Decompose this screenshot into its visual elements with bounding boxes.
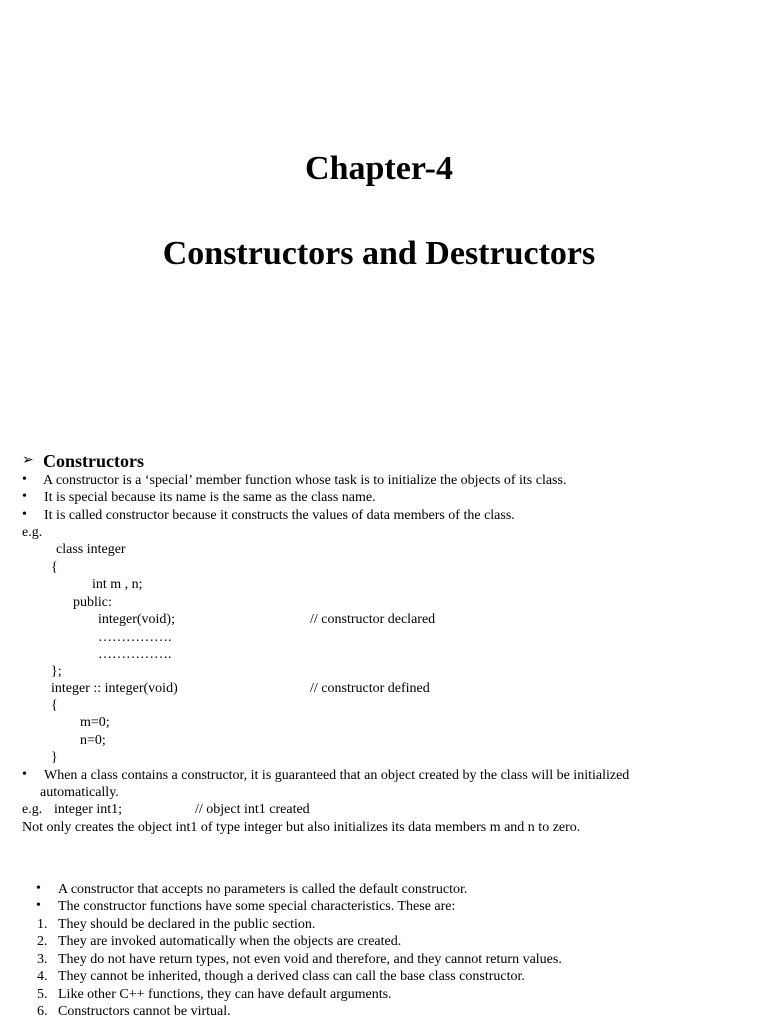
code-ctor-def: integer :: integer(void): [51, 681, 178, 696]
example-label: e.g.: [22, 525, 43, 540]
bullet-icon: •: [22, 489, 27, 504]
intro-bullet-text: A constructor is a ‘special’ member function whose task is to initialize the objects of its class.: [43, 473, 567, 488]
list-number: 5.: [37, 987, 48, 1002]
bullet-icon: •: [22, 472, 27, 487]
characteristic-item: They are invoked automatically when the objects are created.: [58, 934, 402, 949]
list-number: 2.: [37, 934, 48, 949]
bullet-icon: •: [22, 507, 27, 522]
code-statement: n=0;: [80, 733, 106, 748]
example-code: integer int1;: [54, 802, 123, 817]
list-number: 4.: [37, 969, 48, 984]
bullet-icon: •: [36, 881, 41, 896]
code-ctor-decl-comment: // constructor declared: [310, 612, 436, 627]
code-ellipsis: …………….: [98, 630, 172, 645]
bullet-icon: •: [22, 767, 27, 782]
default-bullet-text: The constructor functions have some special characteristics. These are:: [58, 899, 456, 914]
code-open-brace: {: [51, 560, 58, 575]
guarantee-bullet-text-cont: automatically.: [40, 785, 119, 800]
code-class-decl: class integer: [56, 542, 126, 557]
characteristic-item: They cannot be inherited, though a derived class can call the base class constructor.: [58, 969, 525, 984]
code-ctor-decl: integer(void);: [98, 612, 175, 627]
code-members: int m , n;: [92, 577, 143, 592]
list-number: 3.: [37, 952, 48, 967]
section-heading: Constructors: [43, 451, 144, 471]
list-number: 6.: [37, 1004, 48, 1019]
code-open-brace: {: [51, 698, 58, 713]
intro-bullet-text: It is called constructor because it constructs the values of data members of the class.: [44, 508, 515, 523]
code-public: public:: [73, 595, 112, 610]
example-comment: // object int1 created: [195, 802, 310, 817]
chapter-number: Chapter-4: [305, 150, 453, 187]
code-ellipsis: …………….: [98, 647, 172, 662]
explanation-text: Not only creates the object int1 of type integer but also initializes its data members m and n to zero.: [22, 820, 581, 835]
chapter-title: Constructors and Destructors: [162, 235, 596, 272]
intro-bullet-text: It is special because its name is the same as the class name.: [44, 490, 376, 505]
example-label: e.g.: [22, 802, 43, 817]
arrow-bullet-icon: ➢: [22, 453, 34, 468]
characteristic-item: They should be declared in the public section.: [58, 917, 316, 932]
code-close-brace: };: [51, 664, 62, 679]
code-ctor-def-comment: // constructor defined: [310, 681, 430, 696]
characteristic-item: Like other C++ functions, they can have default arguments.: [58, 987, 392, 1002]
guarantee-bullet-text: When a class contains a constructor, it is guaranteed that an object created by the class will be initialized: [44, 768, 630, 783]
bullet-icon: •: [36, 898, 41, 913]
characteristic-item: Constructors cannot be virtual.: [58, 1004, 231, 1019]
characteristic-item: They do not have return types, not even void and therefore, and they cannot return values.: [58, 952, 562, 967]
code-statement: m=0;: [80, 715, 110, 730]
code-close-brace: }: [51, 750, 58, 765]
default-bullet-text: A constructor that accepts no parameters is called the default constructor.: [58, 882, 468, 897]
list-number: 1.: [37, 917, 48, 932]
